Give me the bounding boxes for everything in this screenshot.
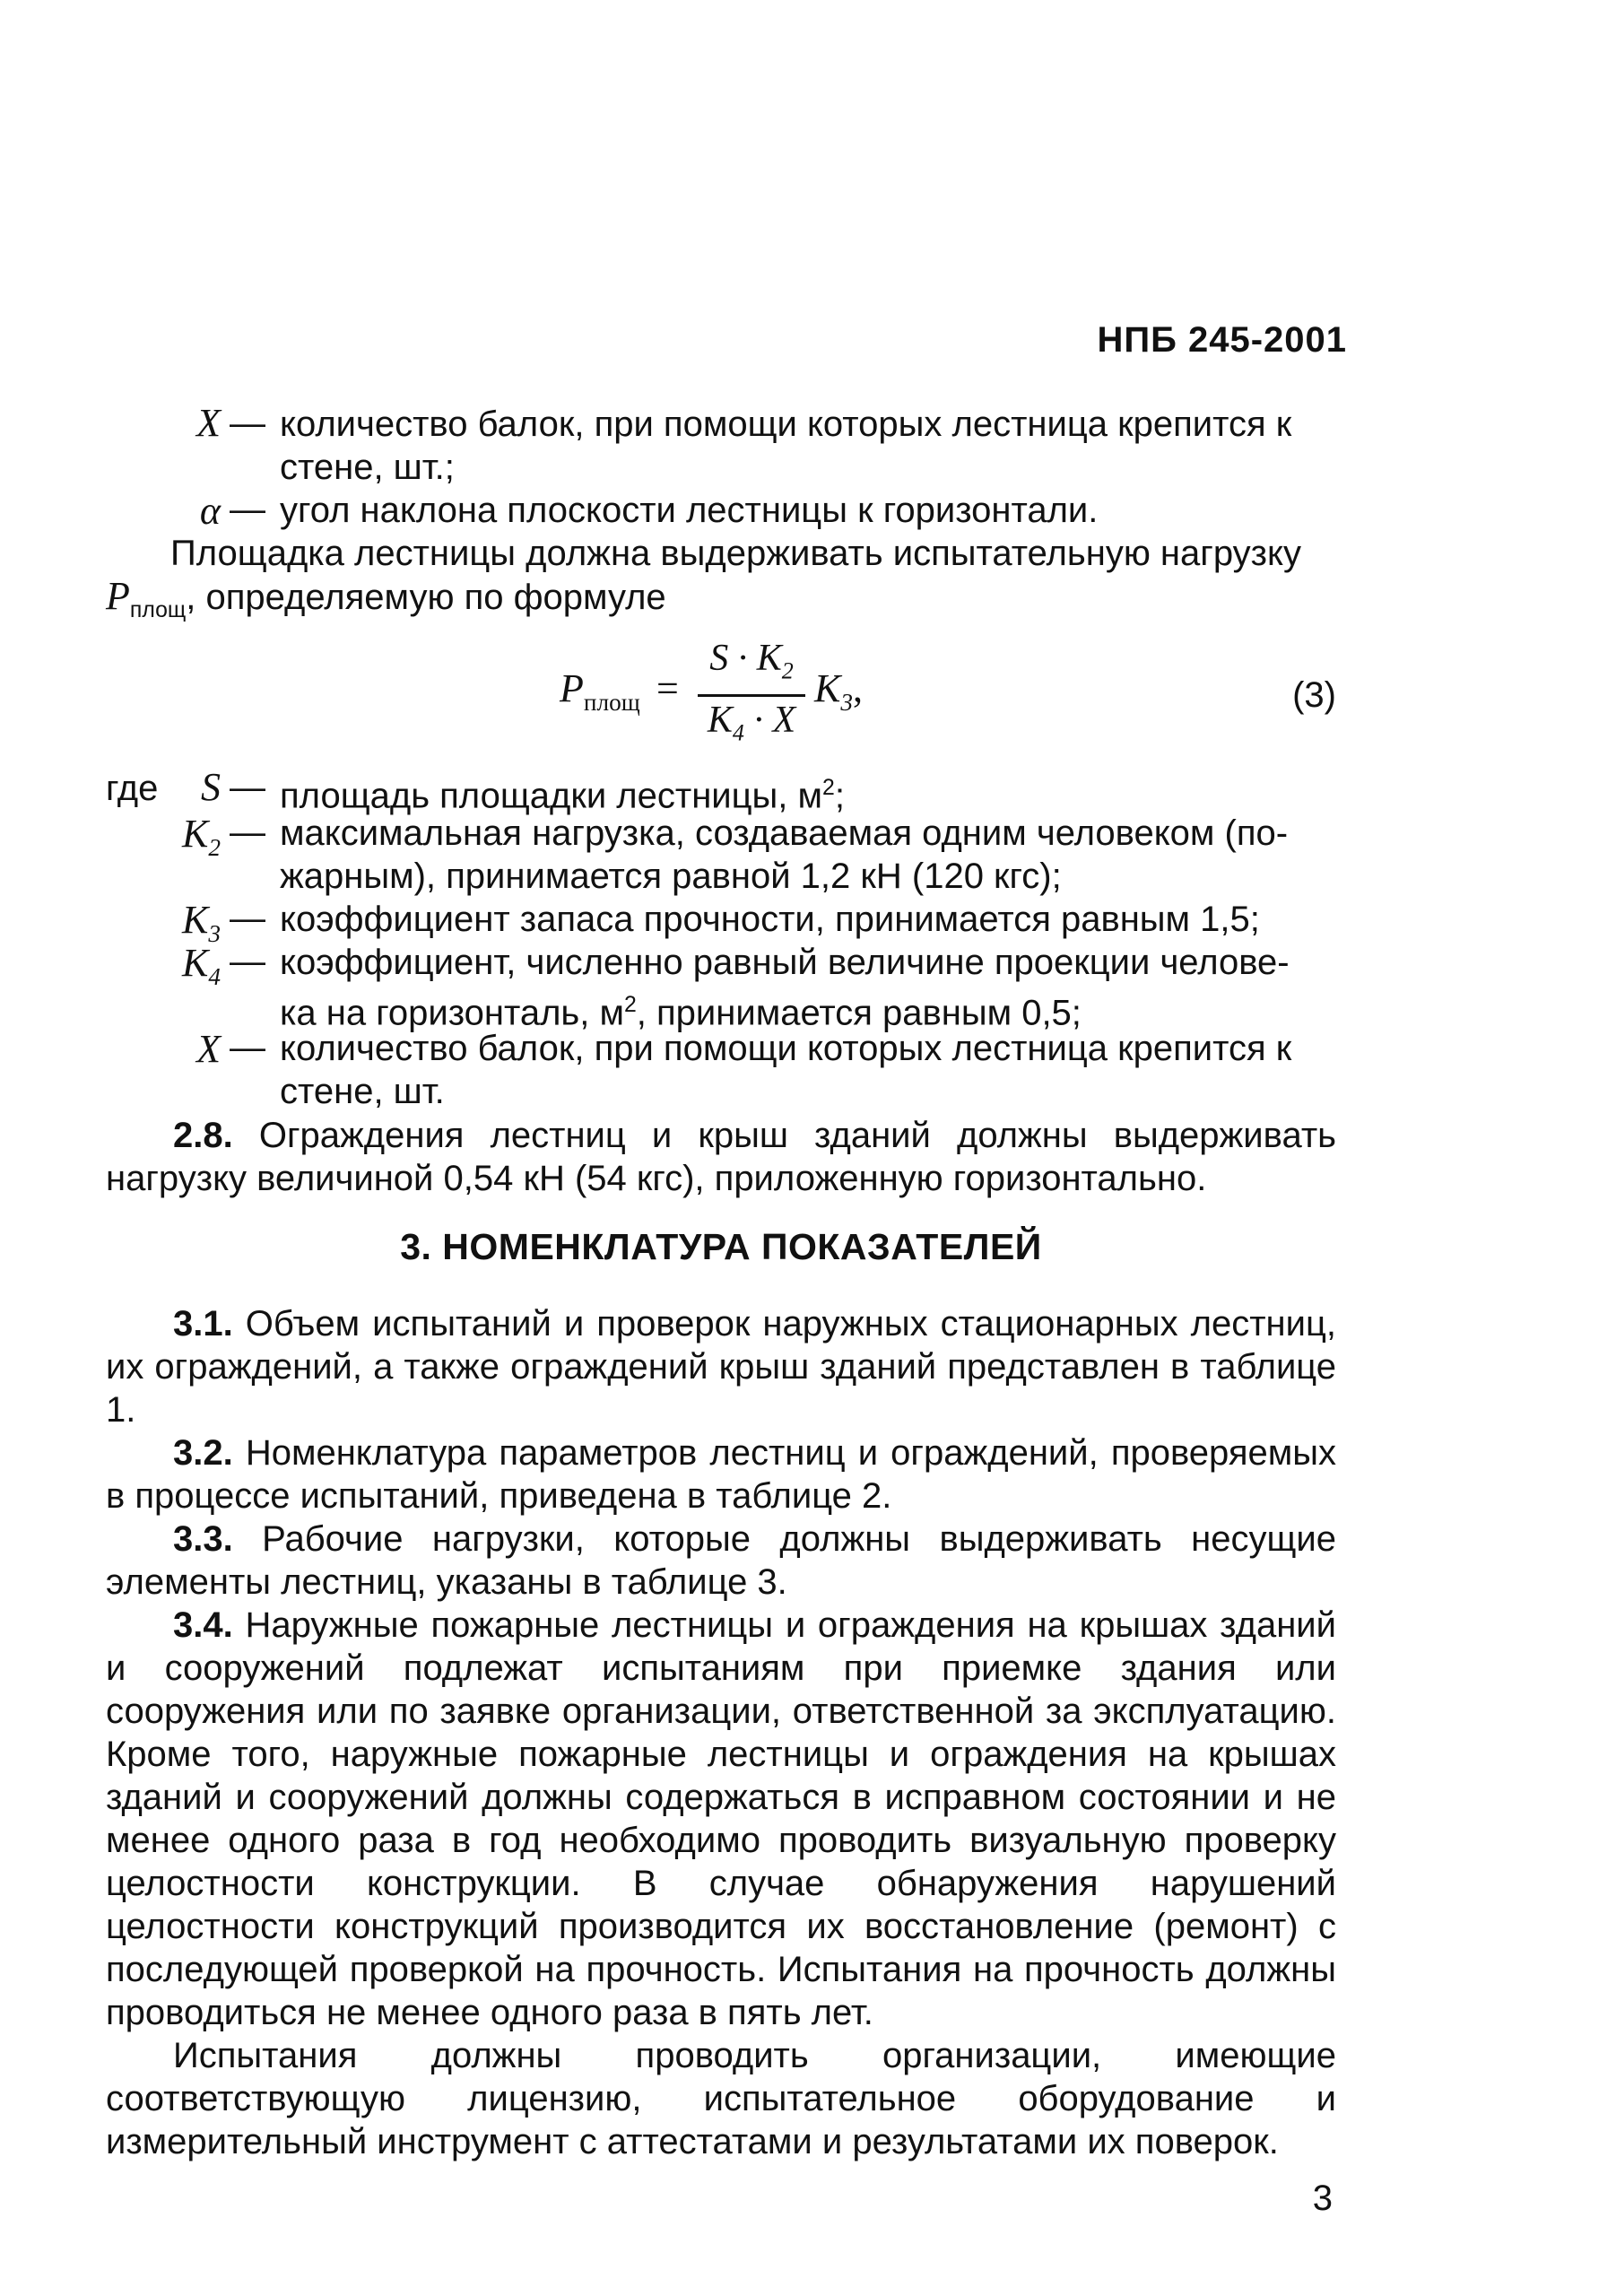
formula-number: (3) (1292, 675, 1336, 715)
intro-line-rest: , определяемую по формуле (186, 578, 666, 617)
formula-equals: = (656, 666, 679, 710)
def-text-line: стене, шт. (280, 1072, 445, 1111)
formula-lhs (560, 665, 679, 717)
def-symbol-s: S (201, 765, 221, 809)
clause-3-2: 3.2. Номенклатура параметров лестниц и ограждений, проверяемых в процессе испытаний, приведена в таблице 2. (106, 1433, 1336, 1516)
def-text-line: коэффициент запаса прочности, принимается равным 1,5; (280, 900, 1260, 939)
formula-fraction (698, 637, 805, 755)
def-text-line: угол наклона плоскости лестницы к горизонтали. (280, 491, 1099, 530)
def-symbol-alpha: α (199, 489, 221, 533)
def-dash: — (230, 404, 265, 443)
def-dash: — (230, 490, 265, 529)
def-symbol-x: X (196, 1027, 221, 1071)
def-text-line: ка на горизонталь, $м^2$, принимается равным 0,5; (280, 993, 1082, 1033)
symbol-subscript: площ (129, 598, 187, 622)
section-title: 3. НОМЕНКЛАТУРА ПОКАЗАТЕЛЕЙ (400, 1226, 1042, 1267)
clause-3-4: 3.4. Наружные пожарные лестницы и ограждения на крышах зданий и сооружений подлежат испытаниям при приемке здания или сооружения или по заявке организации, ответственной за эксплуатацию. Кроме того, наружные пожарные лестницы и ограждения на крышах зданий и сооружений должны содержаться в исправном состоянии и не менее одного раза в год необходимо проводить визуальную проверку целостности конструкции. В случае обнаружения нарушений целостности конструкций производится их восстановление (ремонт) с последующей проверкой на прочность. Испытания на прочность должны проводиться не менее одного раза в пять лет. (106, 1605, 1336, 2032)
formula-numerator: $S \cdot K_2$ (709, 638, 794, 684)
where-label: где (106, 769, 159, 808)
clause-2-8: 2.8. Ограждения лестниц и крыш зданий должны выдерживать нагрузку величиной 0,54 кН (54 кгс), приложенную горизонтально. (106, 1116, 1336, 1198)
def-text-line: максимальная нагрузка, создаваемая одним человеком (по- (280, 813, 1289, 853)
def-symbol-k3: $K_3$ (182, 898, 221, 947)
intro-line: Площадка лестницы должна выдерживать испытательную нагрузку (170, 534, 1301, 573)
symbol-p: P (106, 574, 130, 618)
clause-3-3: 3.3. Рабочие нагрузки, которые должны выдерживать несущие элементы лестниц, указаны в таблице 3. (106, 1519, 1336, 1602)
def-dash: — (230, 899, 265, 938)
document-code: НПБ 245-2001 (1097, 320, 1347, 360)
formula-symbol-p: P (560, 666, 584, 710)
closing-paragraph: Испытания должны проводить организации, имеющие соответствующую лицензию, испытательное оборудование и измерительный инструмент с аттестатами и результатами их поверок. (106, 2036, 1336, 2161)
def-dash: — (230, 813, 265, 852)
def-text-line: количество балок, при помощи которых лестница крепится к (280, 404, 1292, 444)
formula-denominator: $K_4 \cdot X$ (707, 700, 796, 746)
def-symbol-x: X (196, 401, 221, 445)
page-number: 3 (1312, 2179, 1333, 2218)
intro-line-2 (106, 576, 666, 631)
def-symbol-k2: $K_2$ (182, 812, 221, 861)
def-dash: — (230, 768, 265, 807)
def-dash: — (230, 942, 265, 981)
def-text-line: количество балок, при помощи которых лестница крепится к (280, 1029, 1292, 1068)
fraction-bar (698, 694, 805, 697)
def-dash: — (230, 1028, 265, 1067)
def-symbol-k4: $K_4$ (182, 941, 221, 990)
def-text-line: коэффициент, численно равный величине проекции челове- (280, 943, 1290, 982)
def-text-line: жарным), принимается равной 1,2 кН (120 кгс); (280, 857, 1062, 896)
clause-3-1: 3.1. Объем испытаний и проверок наружных стационарных лестниц, их ограждений, а также ограждений крыш зданий представлен в таблице 1. (106, 1304, 1336, 1430)
def-text-line: стене, шт.; (280, 448, 455, 487)
formula-factor: $K_3$, (814, 666, 863, 716)
formula-subscript: площ (583, 688, 640, 716)
def-text-line: площадь площадки лестницы, $м^2$; (280, 776, 845, 816)
